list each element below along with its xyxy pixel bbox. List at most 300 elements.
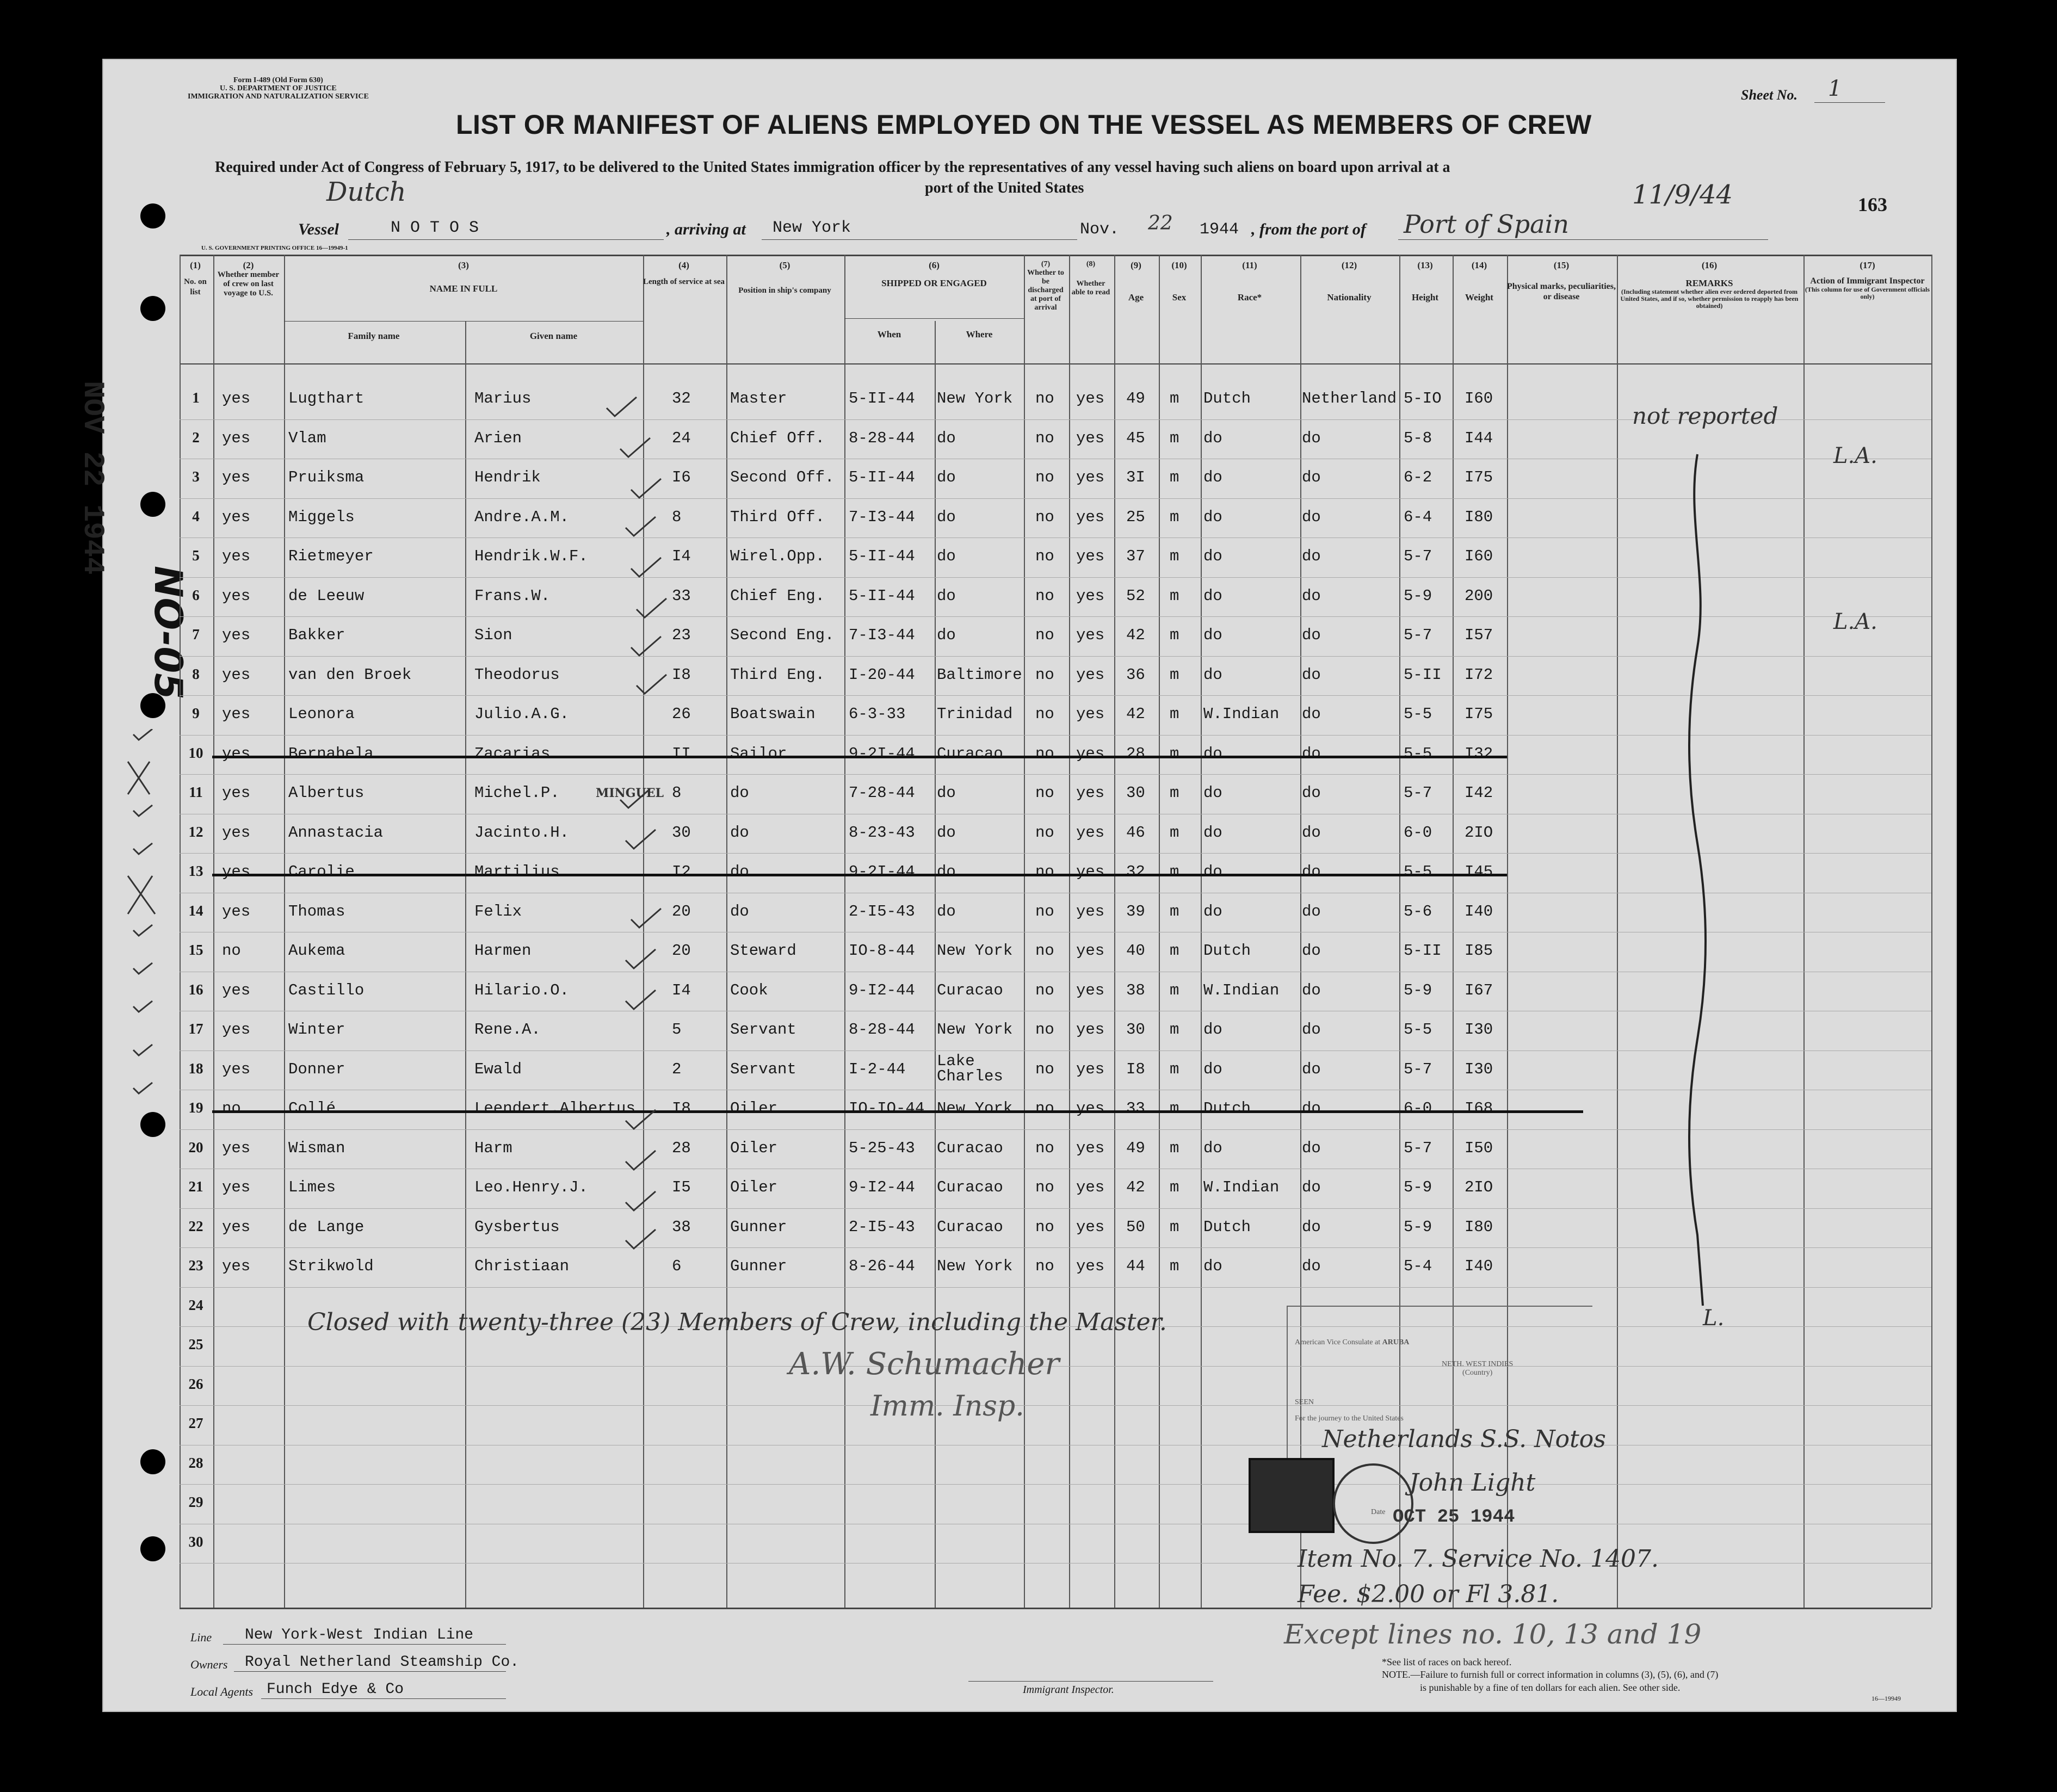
family-name-cell: Aukema <box>288 942 345 960</box>
service-cell: 8 <box>672 784 682 802</box>
race-cell: W.Indian <box>1203 705 1280 723</box>
crew-cell: yes <box>222 1139 251 1157</box>
service-cell: 8 <box>672 508 682 526</box>
row-rule <box>180 1405 1931 1406</box>
given-name-cell: Michel.P. <box>474 784 560 802</box>
row-number: 10 <box>188 744 203 761</box>
weight-cell: I45 <box>1465 863 1493 881</box>
discharged-cell: no <box>1035 784 1054 802</box>
table-header-rule <box>180 363 1931 364</box>
shipped-when-cell: 7-28-44 <box>849 784 915 802</box>
row-number: 26 <box>188 1375 203 1392</box>
row-number: 12 <box>188 823 203 840</box>
sex-cell: m <box>1170 547 1179 565</box>
nationality-cell: do <box>1302 586 1321 605</box>
nationality-cell: do <box>1302 1178 1321 1196</box>
height-cell: 5-7 <box>1404 547 1432 565</box>
col-header-where: Where <box>966 329 993 339</box>
nationality-cell: do <box>1302 1099 1321 1117</box>
crew-cell: no <box>222 1099 241 1117</box>
read-cell: yes <box>1076 468 1105 486</box>
column-rule <box>844 255 845 1608</box>
agents-value: Funch Edye & Co <box>267 1681 404 1698</box>
shipped-when-cell: IO-IO-44 <box>849 1099 925 1117</box>
read-cell: yes <box>1076 508 1105 526</box>
height-cell: 6-0 <box>1404 823 1432 842</box>
age-cell: 37 <box>1126 547 1145 565</box>
height-cell: 5-5 <box>1404 1021 1432 1039</box>
remarks-not-reported: not reported <box>1632 403 1778 429</box>
arrival-month: Nov. <box>1080 220 1120 239</box>
given-name-cell: Jacinto.H. <box>474 823 570 842</box>
remarks-ditto-line <box>1681 452 1714 1311</box>
column-rule <box>1803 255 1805 1608</box>
height-cell: 5-II <box>1404 942 1442 960</box>
given-name-cell: Hendrik.W.F. <box>474 547 588 565</box>
row-number: 29 <box>188 1494 203 1510</box>
shipped-where-cell: Curacao <box>937 744 1003 763</box>
family-name-cell: Albertus <box>288 784 365 802</box>
given-name-cell: Felix <box>474 902 522 920</box>
document-subtitle: Required under Act of Congress of February 5, 1917, to be delivered to the United States immigration officer by the representatives of any vessel having such aliens on board upon arrival at a <box>215 159 1450 176</box>
discharged-cell: no <box>1035 626 1054 644</box>
read-cell: yes <box>1076 586 1105 605</box>
row-number: 13 <box>188 863 203 879</box>
family-name-cell: Pruiksma <box>288 468 365 486</box>
shipped-where-cell: New York <box>937 1021 1013 1039</box>
col-header-action: (17) Action of Immigrant Inspector (This column for use of Government officials only) <box>1805 260 1930 300</box>
crew-cell: yes <box>222 1257 251 1275</box>
height-cell: 5-4 <box>1404 1257 1432 1275</box>
row-rule <box>180 1247 1931 1248</box>
shipped-where-cell: Curacao <box>937 1178 1003 1196</box>
sex-cell: m <box>1170 508 1179 526</box>
crew-cell: yes <box>222 390 251 407</box>
race-cell: do <box>1203 823 1222 842</box>
shipped-where-cell: do <box>937 547 956 565</box>
agents-label: Local Agents <box>190 1685 254 1698</box>
age-cell: 45 <box>1126 429 1145 447</box>
read-cell: yes <box>1076 981 1105 999</box>
weight-cell: I30 <box>1465 1060 1493 1078</box>
race-cell: do <box>1203 508 1222 526</box>
given-name-cell: Christiaan <box>474 1257 570 1275</box>
row-number: 5 <box>192 547 200 564</box>
row-number: 9 <box>192 705 200 721</box>
given-name-cell: Julio.A.G. <box>474 705 570 723</box>
nationality-cell: do <box>1302 665 1321 684</box>
col-header-no: (1) No. on list <box>184 260 207 296</box>
position-cell: Oiler <box>730 1178 778 1196</box>
race-cell: Dutch <box>1203 1099 1251 1117</box>
discharged-cell: no <box>1035 705 1054 723</box>
service-cell: I4 <box>672 981 691 999</box>
service-cell: I6 <box>672 468 691 486</box>
weight-cell: I72 <box>1465 665 1493 684</box>
closing-note: Closed with twenty-three (23) Members of Crew, including the Master. <box>307 1308 1167 1336</box>
weight-cell: I40 <box>1465 1257 1493 1275</box>
race-cell: W.Indian <box>1203 1178 1280 1196</box>
shipped-when-cell: 9-2I-44 <box>849 863 915 881</box>
vessel-name: N O T O S <box>391 219 479 237</box>
height-cell: 5-9 <box>1404 1218 1432 1236</box>
height-cell: 5-7 <box>1404 1139 1432 1157</box>
discharged-cell: no <box>1035 390 1054 407</box>
discharged-cell: no <box>1035 1021 1054 1039</box>
strike-through-line <box>212 756 1507 758</box>
weight-cell: 2IO <box>1465 823 1493 842</box>
nationality-cell: do <box>1302 705 1321 723</box>
height-cell: 5-IO <box>1404 390 1442 407</box>
service-cell: 2 <box>672 1060 682 1078</box>
col-header-race: (11) Race* <box>1237 260 1262 302</box>
row-rule <box>180 1129 1931 1130</box>
row-rule <box>180 1563 1931 1564</box>
weight-cell: I75 <box>1465 468 1493 486</box>
sex-cell: m <box>1170 468 1179 486</box>
discharged-cell: no <box>1035 547 1054 565</box>
age-cell: 28 <box>1126 744 1145 763</box>
arriving-label: , arriving at <box>666 220 746 238</box>
discharged-cell: no <box>1035 508 1054 526</box>
shipped-where-cell: do <box>937 429 956 447</box>
weight-cell: I67 <box>1465 981 1493 999</box>
weight-cell: I57 <box>1465 626 1493 644</box>
race-cell: do <box>1203 586 1222 605</box>
line-value: New York-West Indian Line <box>245 1627 474 1643</box>
height-cell: 6-2 <box>1404 468 1432 486</box>
family-name-cell: Rietmeyer <box>288 547 374 565</box>
age-cell: 32 <box>1126 863 1145 881</box>
read-cell: yes <box>1076 1021 1105 1039</box>
row-number: 14 <box>188 902 203 919</box>
footer-form-code: 16—19949 <box>1871 1695 1901 1702</box>
position-cell: Gunner <box>730 1257 787 1275</box>
service-cell: 28 <box>672 1139 691 1157</box>
footer-note-2: is punishable by a fine of ten dollars for each alien. See other side. <box>1420 1682 1681 1693</box>
col-header-name: (3) NAME IN FULL <box>429 260 498 294</box>
age-cell: 39 <box>1126 902 1145 920</box>
shipped-where-cell: do <box>937 863 956 881</box>
col-header-height: (13) Height <box>1411 260 1439 302</box>
sex-cell: m <box>1170 1021 1179 1039</box>
check-marks <box>604 381 691 1295</box>
race-cell: do <box>1203 468 1222 486</box>
row-number: 22 <box>188 1218 203 1234</box>
read-cell: yes <box>1076 902 1105 920</box>
read-cell: yes <box>1076 784 1105 802</box>
race-cell: do <box>1203 902 1222 920</box>
shipped-when-cell: 5-II-44 <box>849 468 915 486</box>
handwritten-date: 11/9/44 <box>1632 180 1733 210</box>
age-cell: 52 <box>1126 586 1145 605</box>
shipped-where-cell: Curacao <box>937 1139 1003 1157</box>
punch-hole <box>140 203 165 228</box>
discharged-cell: no <box>1035 1060 1054 1078</box>
sex-cell: m <box>1170 942 1179 960</box>
discharged-cell: no <box>1035 744 1054 763</box>
shipped-when-cell: 5-II-44 <box>849 586 915 605</box>
shipped-when-cell: 9-I2-44 <box>849 1178 915 1196</box>
height-cell: 5-5 <box>1404 705 1432 723</box>
discharged-cell: no <box>1035 823 1054 842</box>
read-cell: yes <box>1076 1139 1105 1157</box>
weight-cell: I80 <box>1465 1218 1493 1236</box>
file-code-stamp: NO-05 <box>146 566 190 700</box>
age-cell: 38 <box>1126 981 1145 999</box>
weight-cell: I85 <box>1465 942 1493 960</box>
sex-cell: m <box>1170 981 1179 999</box>
shipped-when-cell: 7-I3-44 <box>849 626 915 644</box>
family-name-cell: de Lange <box>288 1218 365 1236</box>
race-cell: do <box>1203 1060 1222 1078</box>
row-number: 11 <box>189 784 203 800</box>
sex-cell: m <box>1170 1139 1179 1157</box>
strike-through-line <box>212 1110 1583 1113</box>
row-rule <box>180 498 1931 499</box>
footer-note-1: NOTE.—Failure to furnish full or correct information in columns (3), (5), (6), and (7) <box>1382 1669 1719 1680</box>
shipped-when-cell: 9-I2-44 <box>849 981 915 999</box>
shipped-when-cell: I-20-44 <box>849 665 915 684</box>
crew-cell: yes <box>222 1178 251 1196</box>
consulate-vessel-note: Netherlands S.S. Notos <box>1322 1425 1606 1453</box>
nationality-cell: do <box>1302 468 1321 486</box>
discharged-cell: no <box>1035 1257 1054 1275</box>
col-header-weight: (14) Weight <box>1465 260 1493 302</box>
race-cell: do <box>1203 1257 1222 1275</box>
inspector-signature-label: Immigrant Inspector. <box>1023 1684 1114 1696</box>
race-cell: do <box>1203 547 1222 565</box>
service-cell: 23 <box>672 626 691 644</box>
given-name-cell: Marius <box>474 390 532 407</box>
crew-cell: yes <box>222 823 251 842</box>
position-cell: do <box>730 784 749 802</box>
document-subtitle-2: port of the United States <box>925 180 1084 196</box>
shipped-when-cell: IO-8-44 <box>849 942 915 960</box>
height-cell: 5-9 <box>1404 1178 1432 1196</box>
service-name: IMMIGRATION AND NATURALIZATION SERVICE <box>188 92 369 101</box>
age-cell: 49 <box>1126 390 1145 407</box>
arriving-port: New York <box>773 219 851 237</box>
consul-signature: John Light <box>1409 1469 1536 1497</box>
race-cell: W.Indian <box>1203 981 1280 999</box>
col-header-when: When <box>877 329 901 339</box>
row-number: 23 <box>188 1257 203 1274</box>
read-cell: yes <box>1076 429 1105 447</box>
shipped-when-cell: 8-26-44 <box>849 1257 915 1275</box>
col-header-discharged: (7) Whether to be discharged at port of arrival <box>1027 260 1064 312</box>
handwritten-nationality: Dutch <box>326 177 406 207</box>
service-cell: I2 <box>672 863 691 881</box>
position-cell: Servant <box>730 1021 796 1039</box>
given-name-cell: Sion <box>474 626 512 644</box>
sex-cell: m <box>1170 902 1179 920</box>
consular-seal <box>1333 1463 1413 1544</box>
nationality-cell: do <box>1302 1060 1321 1078</box>
column-rule <box>465 321 466 1608</box>
position-cell: Second Off. <box>730 468 835 486</box>
shipped-where-cell: do <box>937 784 956 802</box>
shipped-when-cell: I-2-44 <box>849 1060 906 1078</box>
column-rule <box>1159 255 1160 1608</box>
row-number: 3 <box>192 468 200 485</box>
race-cell: Dutch <box>1203 942 1251 960</box>
height-cell: 6-0 <box>1404 1099 1432 1117</box>
nationality-cell: do <box>1302 1139 1321 1157</box>
shipped-where-cell: New York <box>937 1257 1013 1275</box>
discharged-cell: no <box>1035 981 1054 999</box>
crew-cell: yes <box>222 902 251 920</box>
given-name-cell: Gysbertus <box>474 1218 560 1236</box>
given-name-cell: Ewald <box>474 1060 522 1078</box>
sex-cell: m <box>1170 1257 1179 1275</box>
row-rule <box>180 537 1931 538</box>
position-cell: do <box>730 823 749 842</box>
row-rule <box>180 577 1931 578</box>
column-rule <box>1069 255 1070 1608</box>
crew-cell: yes <box>222 586 251 605</box>
row-rule <box>180 616 1931 617</box>
sex-cell: m <box>1170 823 1179 842</box>
shipped-when-cell: 8-28-44 <box>849 429 915 447</box>
column-rule <box>1201 255 1202 1608</box>
position-cell: Chief Off. <box>730 429 825 447</box>
height-cell: 6-4 <box>1404 508 1432 526</box>
family-name-cell: Carolie <box>288 863 355 881</box>
punch-hole <box>140 492 165 517</box>
row-number: 16 <box>188 981 203 998</box>
given-name-cell: Andre.A.M. <box>474 508 570 526</box>
position-cell: do <box>730 902 749 920</box>
service-cell: II <box>672 744 691 763</box>
height-cell: 5-7 <box>1404 784 1432 802</box>
row-number: 4 <box>192 508 200 524</box>
col-header-sex: (10) Sex <box>1171 260 1187 302</box>
read-cell: yes <box>1076 823 1105 842</box>
shipped-where-cell: Baltimore <box>937 665 1022 684</box>
height-cell: 5-8 <box>1404 429 1432 447</box>
given-name-cell: Hilario.O. <box>474 981 570 999</box>
family-name-cell: Wisman <box>288 1139 345 1157</box>
race-cell: do <box>1203 429 1222 447</box>
shipped-when-cell: 7-I3-44 <box>849 508 915 526</box>
service-cell: 33 <box>672 586 691 605</box>
page-number: 163 <box>1858 194 1887 215</box>
height-cell: 5-9 <box>1404 586 1432 605</box>
document-title: LIST OR MANIFEST OF ALIENS EMPLOYED ON THE VESSEL AS MEMBERS OF CREW <box>456 109 1592 140</box>
service-cell: 6 <box>672 1257 682 1275</box>
weight-cell: I80 <box>1465 508 1493 526</box>
position-cell: Third Off. <box>730 508 825 526</box>
race-cell: do <box>1203 1139 1222 1157</box>
column-rule <box>1617 255 1618 1608</box>
weight-cell: I50 <box>1465 1139 1493 1157</box>
row-number: 2 <box>192 429 200 446</box>
arrival-year: 1944 <box>1200 220 1239 239</box>
nationality-cell: do <box>1302 942 1321 960</box>
sex-cell: m <box>1170 744 1179 763</box>
sex-cell: m <box>1170 626 1179 644</box>
crew-cell: yes <box>222 665 251 684</box>
age-cell: 30 <box>1126 1021 1145 1039</box>
remarks-end-mark: L. <box>1703 1306 1725 1331</box>
crew-cell: yes <box>222 1060 251 1078</box>
given-name-cell: Harmen <box>474 942 532 960</box>
weight-cell: I68 <box>1465 1099 1493 1117</box>
discharged-cell: no <box>1035 1139 1054 1157</box>
weight-cell: 200 <box>1465 586 1493 605</box>
position-cell: Second Eng. <box>730 626 835 644</box>
owners-label: Owners <box>190 1658 228 1671</box>
discharged-cell: no <box>1035 942 1054 960</box>
except-note: Except lines no. 10, 13 and 19 <box>1284 1618 1702 1650</box>
service-cell: 5 <box>672 1021 682 1039</box>
sheet-label: Sheet No. <box>1741 87 1797 103</box>
sex-cell: m <box>1170 390 1179 407</box>
age-cell: 44 <box>1126 1257 1145 1275</box>
weight-cell: 2IO <box>1465 1178 1493 1196</box>
shipped-where-cell: New York <box>937 1099 1013 1117</box>
service-cell: I8 <box>672 665 691 684</box>
nationality-cell: do <box>1302 1257 1321 1275</box>
service-cell: 32 <box>672 390 691 407</box>
crew-cell: yes <box>222 429 251 447</box>
position-cell: Third Eng. <box>730 665 825 684</box>
nationality-cell: do <box>1302 784 1321 802</box>
family-name-cell: Strikwold <box>288 1257 374 1275</box>
family-name-cell: Bernabela <box>288 744 374 763</box>
shipped-when-cell: 2-I5-43 <box>849 1218 915 1236</box>
col-header-service: (4) Length of service at sea <box>643 260 725 286</box>
discharged-cell: no <box>1035 1099 1054 1117</box>
table-top-rule <box>180 255 1931 256</box>
given-name-correction: MINGUEL <box>596 786 664 800</box>
service-cell: 30 <box>672 823 691 842</box>
race-cell: do <box>1203 626 1222 644</box>
crew-cell: no <box>222 942 241 960</box>
consulate-seen: SEEN <box>1295 1398 1314 1406</box>
shipped-when-cell: 2-I5-43 <box>849 902 915 920</box>
consulate-date: OCT 25 1944 <box>1393 1507 1515 1528</box>
shipped-where-cell: do <box>937 508 956 526</box>
row-rule <box>180 1484 1931 1485</box>
position-cell: Master <box>730 390 787 407</box>
family-name-cell: Donner <box>288 1060 345 1078</box>
form-header <box>188 76 369 101</box>
family-name-cell: Lugthart <box>288 390 365 407</box>
crew-cell: yes <box>222 705 251 723</box>
shipped-where-cell: Curacao <box>937 1218 1003 1236</box>
family-name-cell: Annastacia <box>288 823 384 842</box>
shipped-when-cell: 5-25-43 <box>849 1139 915 1157</box>
printing-office: U. S. GOVERNMENT PRINTING OFFICE 16—19949-1 <box>201 245 348 251</box>
received-date-stamp: NOV 22 1944 <box>76 381 109 575</box>
read-cell: yes <box>1076 1218 1105 1236</box>
row-number: 20 <box>188 1139 203 1155</box>
service-cell: I8 <box>672 1099 691 1117</box>
crew-cell: yes <box>222 1218 251 1236</box>
shipped-where-cell: Lake Charles <box>937 1052 1003 1085</box>
weight-cell: I44 <box>1465 429 1493 447</box>
nationality-cell: do <box>1302 1021 1321 1039</box>
crew-cell: yes <box>222 626 251 644</box>
shipped-when-cell: 9-2I-44 <box>849 744 915 763</box>
position-cell: Boatswain <box>730 705 816 723</box>
position-cell: Steward <box>730 942 796 960</box>
from-label: , from the port of <box>1251 220 1366 238</box>
row-rule <box>180 774 1931 775</box>
crew-cell: yes <box>222 981 251 999</box>
